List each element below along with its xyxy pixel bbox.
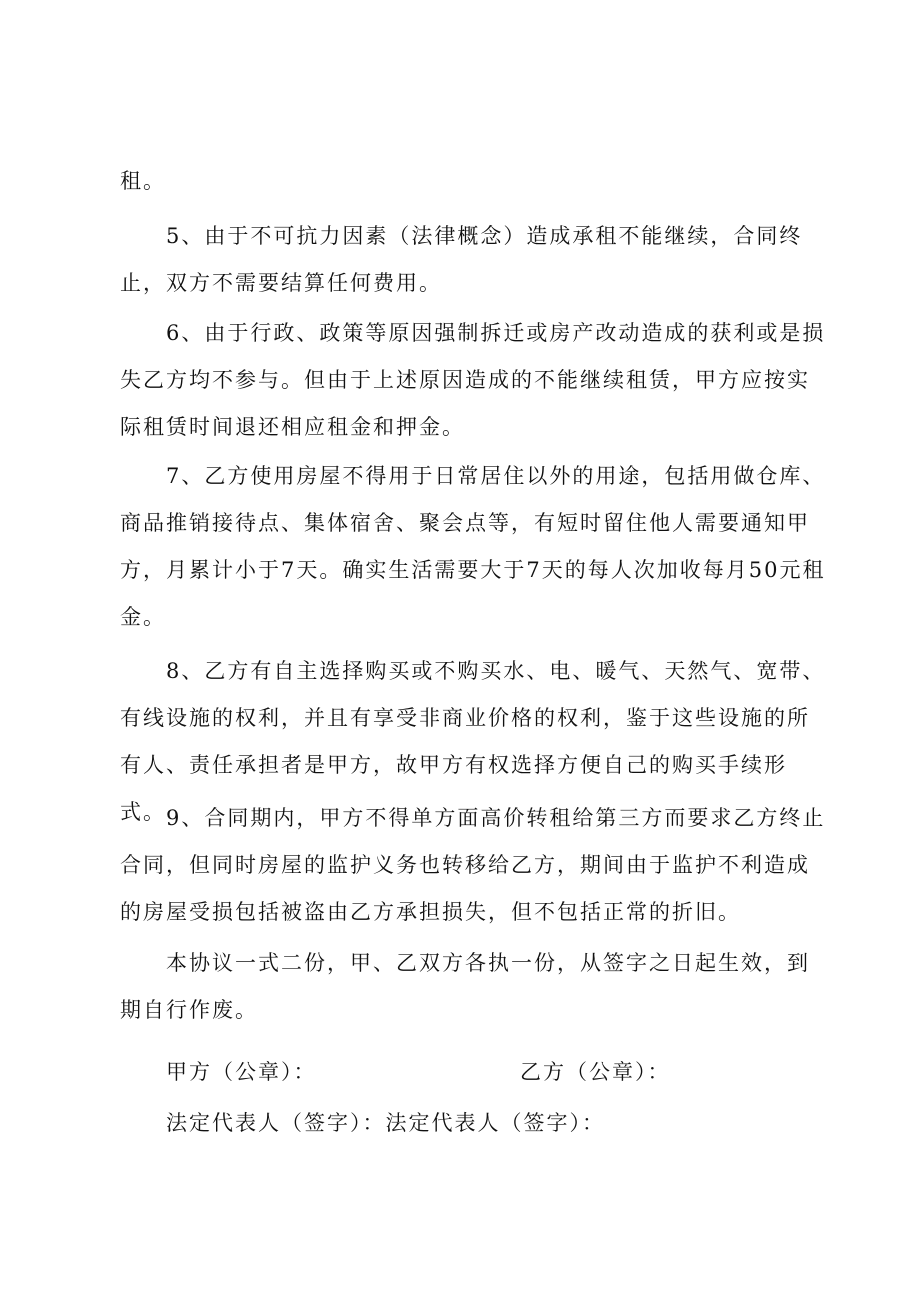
clause-6: 6、由于行政、政策等原因强制拆迁或房产改动造成的获利或是损失乙方均不参与。但由于上述原因造成的不能继续租赁，甲方应按实际租赁时间退还相应租金和押金。 <box>120 321 826 439</box>
party-a-seal-label: 甲方（公章）： <box>166 1060 317 1084</box>
clause-5: 5、由于不可抗力因素（法律概念）造成承租不能继续，合同终止，双方不需要结算任何费用。 <box>120 224 803 295</box>
agreement-copies-paragraph: 本协议一式二份，甲、乙双方各执一份，从签字之日起生效，到期自行作废。 <box>120 951 810 1022</box>
clause-8: 8、乙方有自主选择购买或不购买水、电、暖气、天然气、宽带、有线设施的权利，并且有享受非商业价格的权利，鉴于这些设施的所有人、责任承担者是甲方，故甲方有权选择方便自己的购买手续形式。 <box>120 659 826 824</box>
paragraph-continuation: 租。 <box>120 169 166 193</box>
legal-representative-signature-line: 法定代表人（签字）：法定代表人（签字）： <box>166 1111 605 1135</box>
party-b-seal-label: 乙方（公章）： <box>520 1060 671 1084</box>
clause-7: 7、乙方使用房屋不得用于日常居住以外的用途，包括用做仓库、商品推销接待点、集体宿舍、聚会点等，有短时留住他人需要通知甲方，月累计小于7天。确实生活需要大于7天的每人次加收每月50元租金。 <box>120 464 826 629</box>
clause-9: 9、合同期内，甲方不得单方面高价转租给第三方而要求乙方终止合同，但同时房屋的监护义务也转移给乙方，期间由于监护不利造成的房屋受损包括被盗由乙方承担损失，但不包括正常的折旧。 <box>120 806 826 924</box>
